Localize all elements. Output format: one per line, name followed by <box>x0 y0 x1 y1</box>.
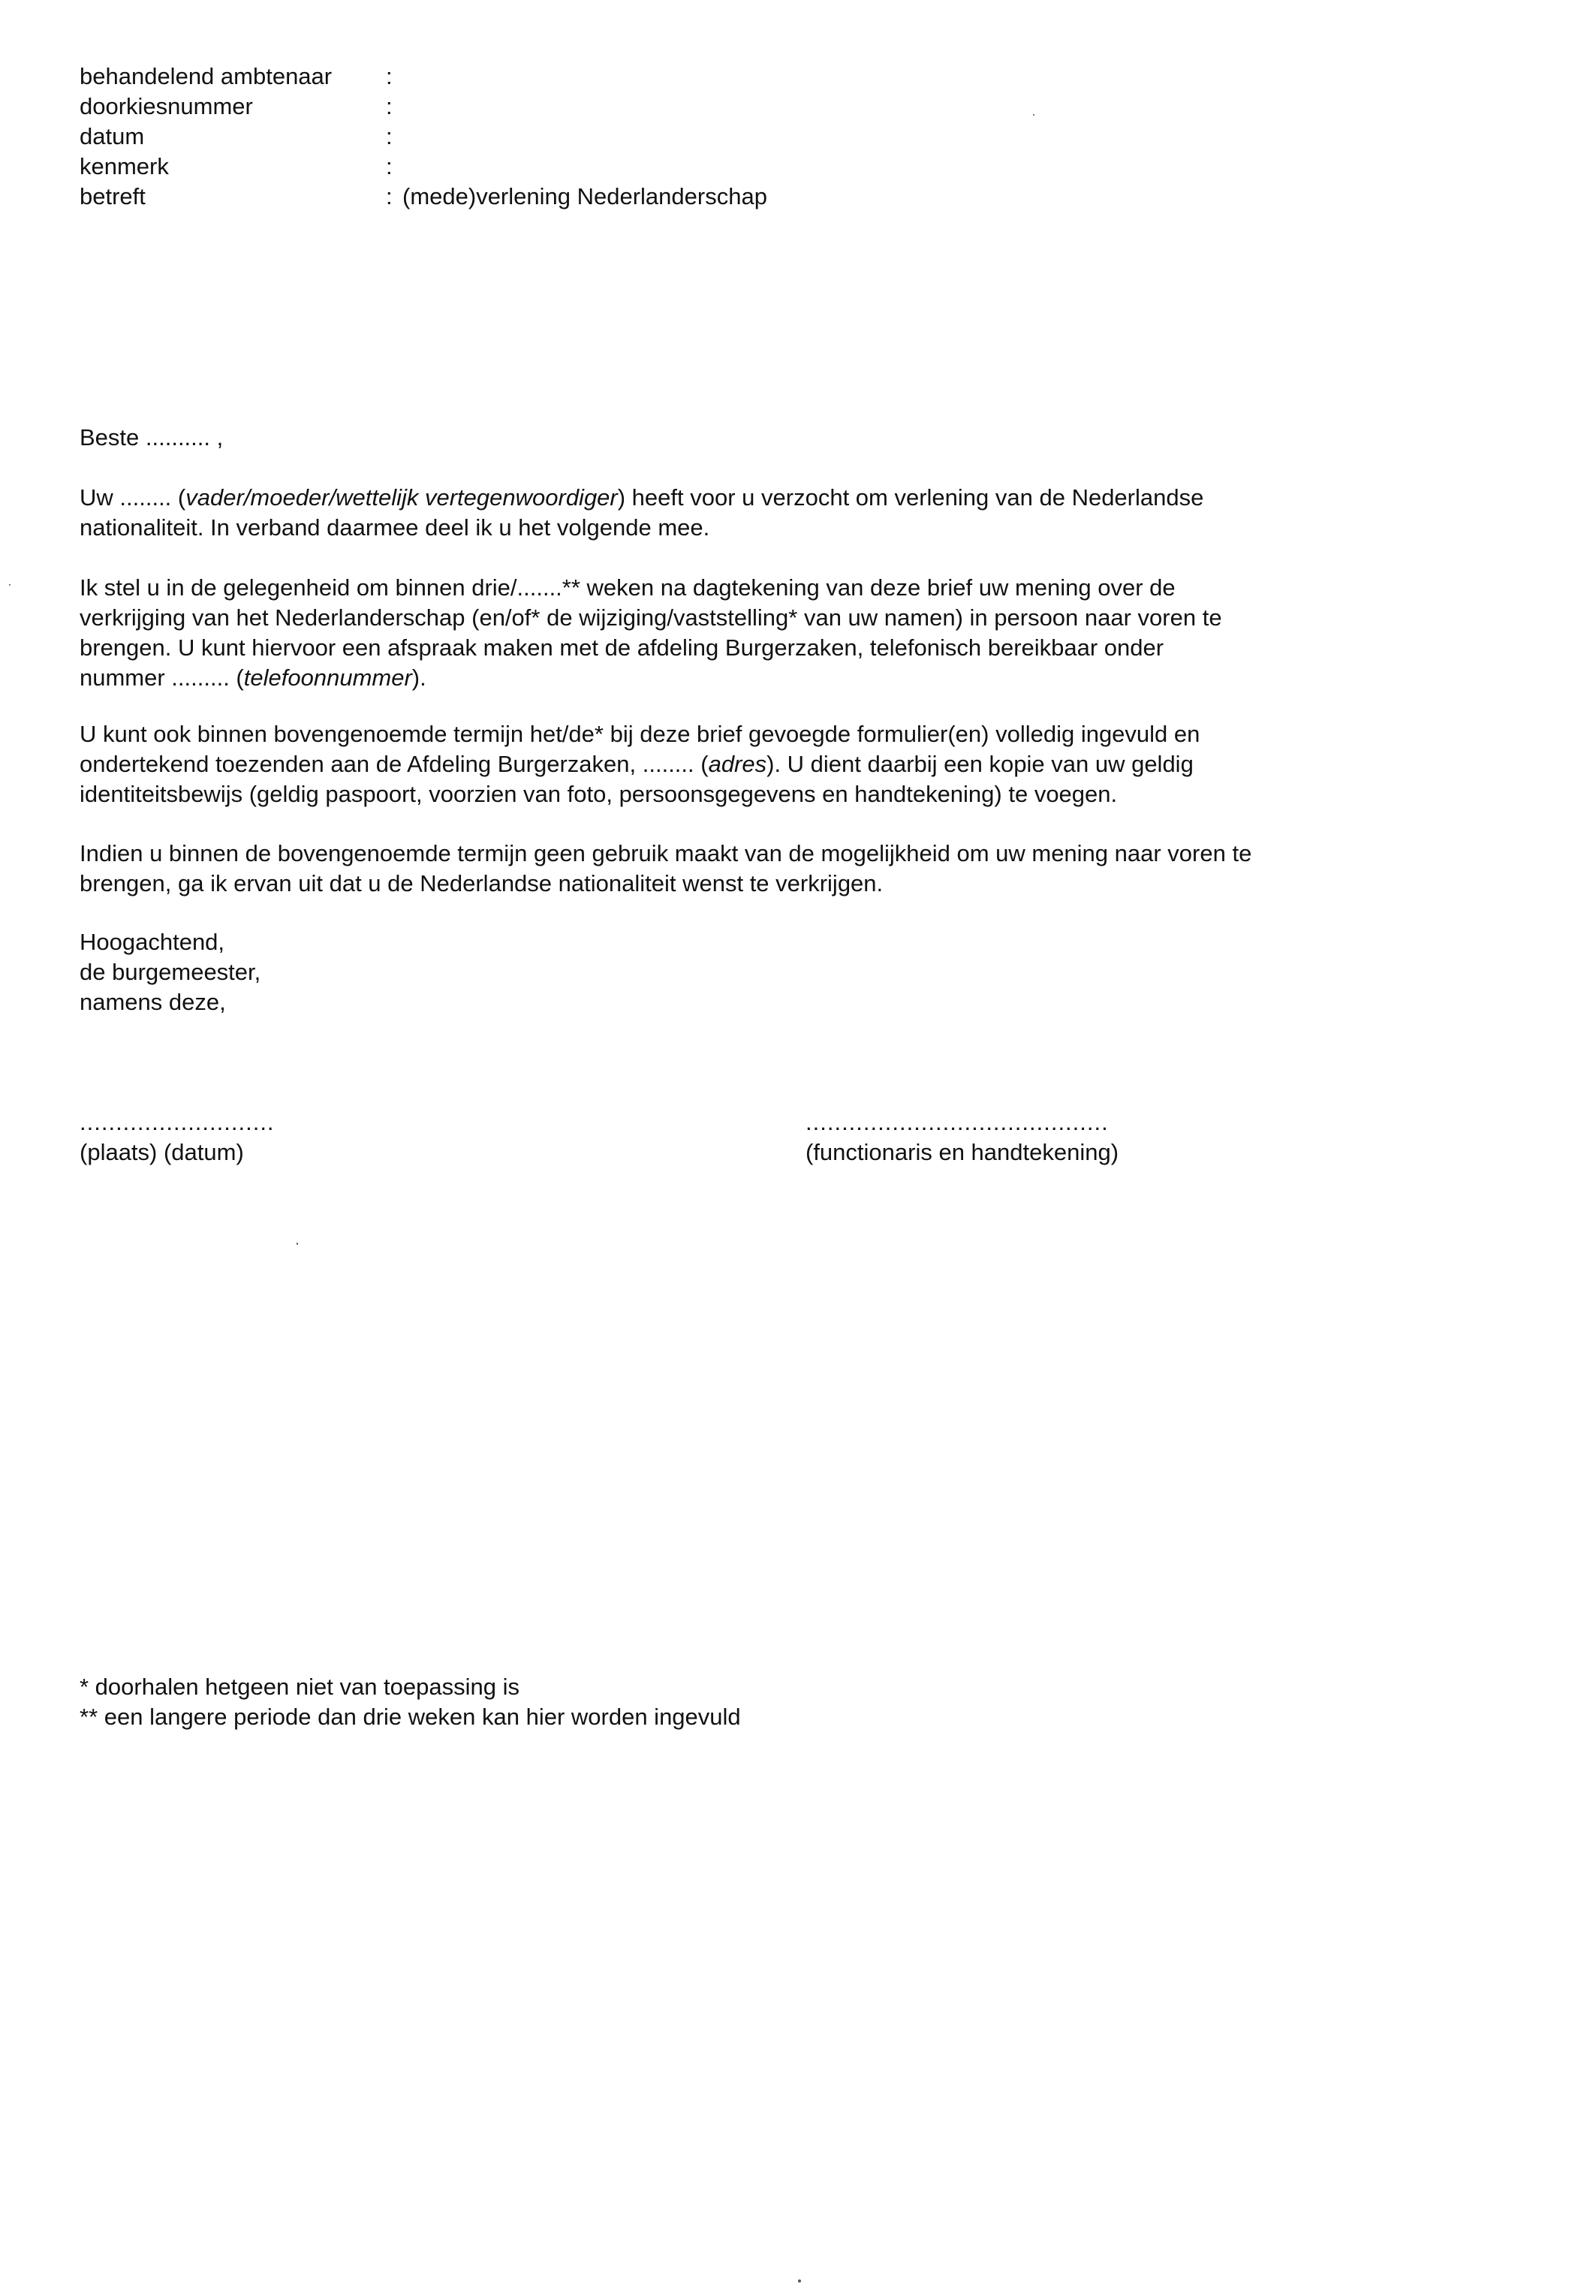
header-label: doorkiesnummer <box>80 93 253 119</box>
salutation: Beste .......... , <box>80 424 224 450</box>
header-row-official <box>80 62 767 92</box>
paragraph-form <box>80 719 1446 809</box>
place-date-dotted-line: ........................... <box>80 1109 275 1135</box>
signature-official <box>806 1107 1119 1168</box>
text-line: Indien u binnen de bovengenoemde termijn geen gebruik maakt van de mogelijkheid om uw mening naar voren te <box>80 840 1252 866</box>
header-row-extension <box>80 92 767 122</box>
italic-placeholder: telefoonnummer <box>243 664 412 691</box>
signature-place-date <box>80 1107 275 1168</box>
signature-dotted-line: .......................................... <box>806 1109 1109 1135</box>
text-run: ). U dient daarbij een kopie van uw geldig <box>766 751 1194 777</box>
text-line: identiteitsbewijs (geldig paspoort, voorzien van foto, persoonsgegevens en handtekening) te voegen. <box>80 781 1118 807</box>
text-line: nationaliteit. In verband daarmee deel ik u het volgende mee. <box>80 514 710 541</box>
signature-label: (functionaris en handtekening) <box>806 1139 1119 1165</box>
text-line: Ik stel u in de gelegenheid om binnen drie/.......** weken na dagtekening van deze brief uw mening over de <box>80 574 1176 601</box>
text-line: brengen, ga ik ervan uit dat u de Nederlandse nationaliteit wenst te verkrijgen. <box>80 870 884 896</box>
header-separator: : <box>386 63 393 89</box>
paragraph-opportunity <box>80 573 1446 693</box>
paragraph-default <box>80 839 1446 899</box>
header-separator: : <box>386 93 393 119</box>
header-value: (mede)verlening Nederlanderschap <box>402 183 767 209</box>
footnote-2: ** een langere periode dan drie weken kan hier worden ingevuld <box>80 1704 741 1730</box>
header-label: behandelend ambtenaar <box>80 63 333 89</box>
text-line <box>80 663 1446 693</box>
header-separator: : <box>386 183 393 209</box>
text-run: Uw ........ ( <box>80 484 186 511</box>
scan-speck <box>9 584 11 586</box>
closing-greeting: Hoogachtend, <box>80 929 225 955</box>
text-line: brengen. U kunt hiervoor een afspraak maken met de afdeling Burgerzaken, telefonisch bereikbaar onder <box>80 634 1164 661</box>
text-run: ). <box>411 664 426 691</box>
text-line <box>80 483 1446 513</box>
scan-speck <box>798 2279 801 2282</box>
scan-speck <box>1033 114 1034 116</box>
footnote-1: * doorhalen hetgeen niet van toepassing is <box>80 1674 519 1700</box>
closing-on-behalf: namens deze, <box>80 989 226 1015</box>
text-run: ) heeft voor u verzocht om verlening van de Nederlandse <box>617 484 1204 511</box>
place-date-label: (plaats) (datum) <box>80 1139 244 1165</box>
closing-signatory: de burgemeester, <box>80 959 261 985</box>
footnotes <box>80 1672 741 1732</box>
paragraph-request <box>80 483 1446 543</box>
header-label: datum <box>80 123 145 149</box>
text-line: U kunt ook binnen bovengenoemde termijn het/de* bij deze brief gevoegde formulier(en) volledig ingevuld en <box>80 721 1200 747</box>
text-run: nummer ......... ( <box>80 664 244 691</box>
italic-placeholder: vader/moeder/wettelijk vertegenwoordiger <box>185 484 618 511</box>
header-label: kenmerk <box>80 153 169 179</box>
header-row-date <box>80 122 767 152</box>
header-row-reference <box>80 152 767 182</box>
italic-placeholder: adres <box>708 751 767 777</box>
header-separator: : <box>386 153 393 179</box>
closing <box>80 927 260 1017</box>
text-line <box>80 749 1446 779</box>
letter-header <box>80 62 767 212</box>
scan-speck <box>297 1243 298 1245</box>
header-separator: : <box>386 123 393 149</box>
header-row-subject <box>80 182 767 212</box>
text-line: verkrijging van het Nederlanderschap (en/of* de wijziging/vaststelling* van uw namen) in persoon naar voren te <box>80 604 1222 631</box>
text-run: ondertekend toezenden aan de Afdeling Burgerzaken, ........ ( <box>80 751 709 777</box>
header-label: betreft <box>80 183 146 209</box>
